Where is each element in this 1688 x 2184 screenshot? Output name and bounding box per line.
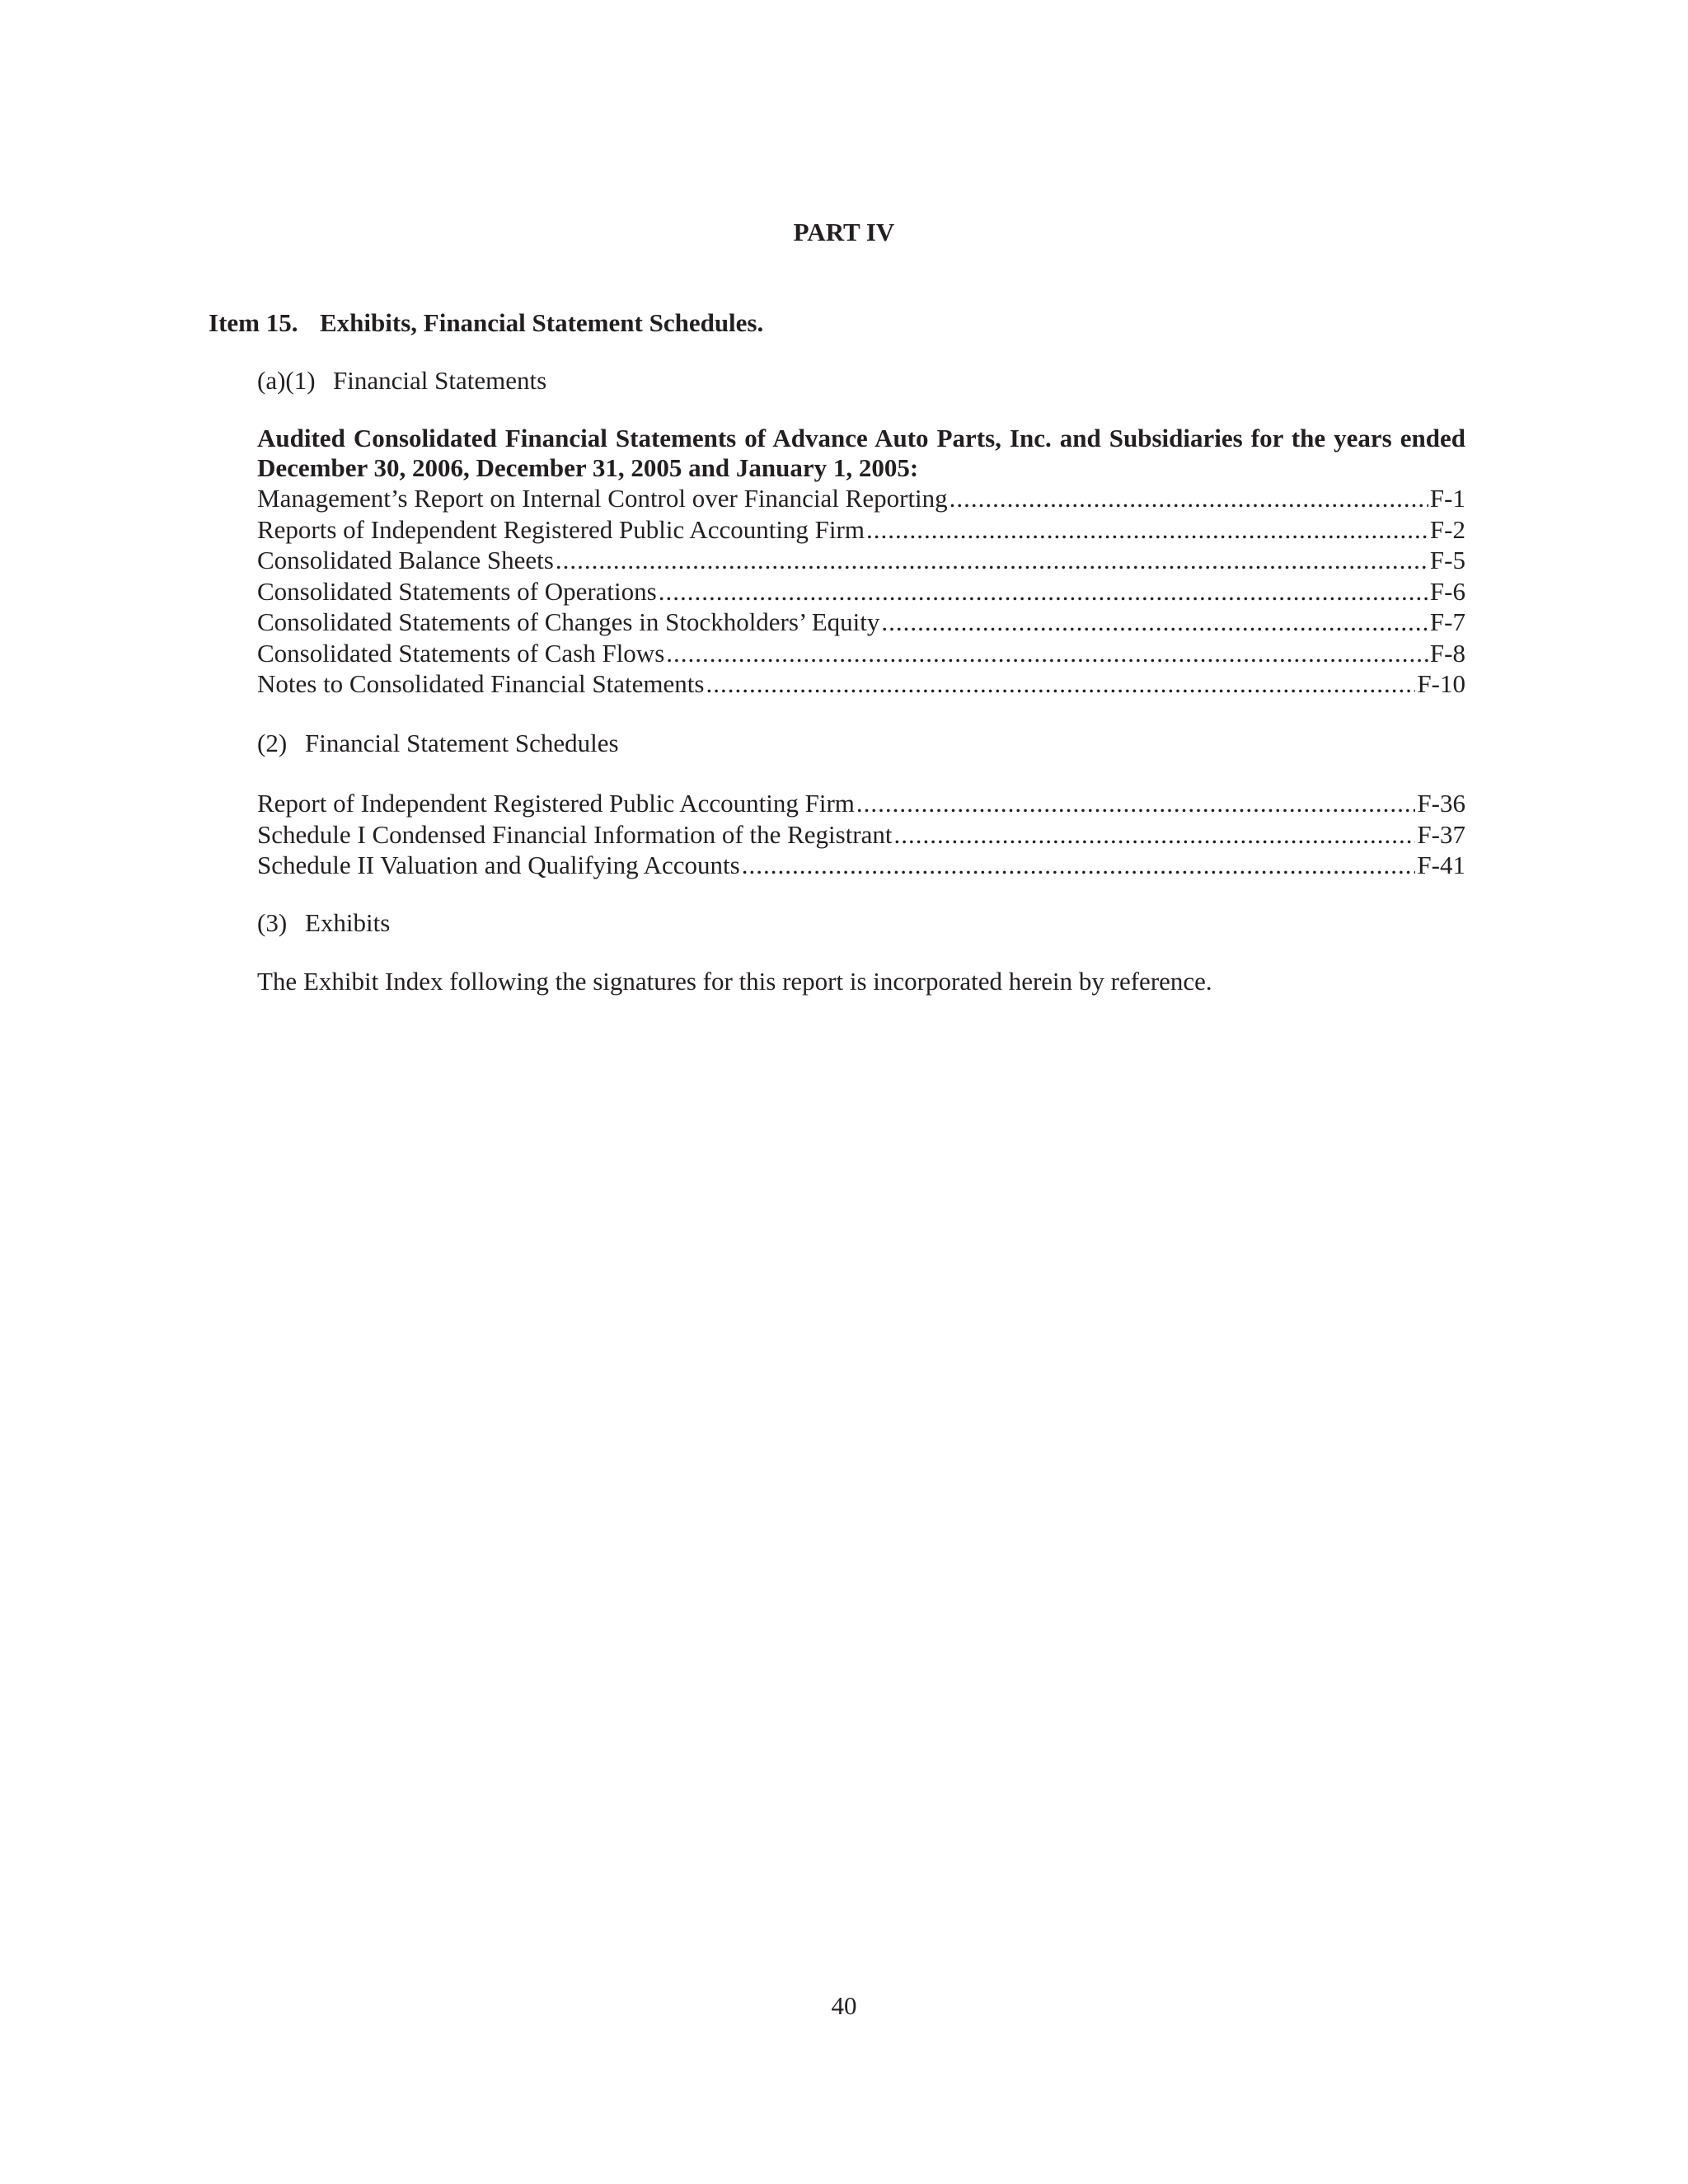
item-heading bbox=[209, 307, 763, 340]
page-number: 40 bbox=[831, 1991, 857, 2020]
toc-entry-title: Consolidated Statements of Cash Flows bbox=[257, 638, 665, 668]
toc-entry bbox=[257, 483, 1465, 514]
toc-entry-title: Consolidated Statements of Changes in Stockholders’ Equity bbox=[257, 607, 880, 636]
dot-leader bbox=[659, 576, 1428, 607]
toc-entry-page: F-5 bbox=[1429, 546, 1465, 574]
dot-leader bbox=[950, 483, 1428, 514]
toc-entry bbox=[257, 850, 1465, 881]
toc-entry bbox=[257, 788, 1465, 819]
dot-leader bbox=[856, 788, 1416, 819]
financial-statements-list bbox=[257, 424, 1465, 700]
toc-entry bbox=[257, 607, 1465, 638]
dot-leader bbox=[866, 514, 1428, 546]
dot-leader bbox=[742, 850, 1416, 881]
toc-entry bbox=[257, 514, 1465, 546]
toc-entry-page: F-37 bbox=[1417, 819, 1465, 849]
section-a1-heading bbox=[257, 364, 546, 397]
toc-entry-page: F-41 bbox=[1417, 851, 1465, 879]
toc-entry-page: F-6 bbox=[1429, 576, 1465, 606]
exhibits-paragraph: The Exhibit Index following the signatures for this report is incorporated herein by reference. bbox=[257, 967, 1212, 996]
toc-entry-page: F-10 bbox=[1417, 669, 1465, 698]
financial-statements-entries bbox=[257, 483, 1465, 700]
toc-entry-title: Report of Independent Registered Public Accounting Firm bbox=[257, 789, 855, 818]
toc-entry-page: F-36 bbox=[1417, 789, 1465, 818]
toc-entry bbox=[257, 576, 1465, 607]
toc-entry-page: F-2 bbox=[1429, 514, 1465, 544]
toc-entry-title: Consolidated Balance Sheets bbox=[257, 546, 554, 574]
toc-entry-title: Consolidated Statements of Operations bbox=[257, 576, 657, 606]
toc-entry-title: Notes to Consolidated Financial Statements bbox=[257, 669, 705, 698]
schedules-list bbox=[257, 788, 1465, 881]
section-3-heading bbox=[257, 907, 390, 940]
section-a1-title: Financial Statements bbox=[333, 366, 547, 395]
toc-entry-title: Schedule I Condensed Financial Information of the Registrant bbox=[257, 819, 893, 849]
financial-statements-group-title: Audited Consolidated Financial Statements of Advance Auto Parts, Inc. and Subsidiaries for the years ended December 30, 2006, December 31, 2005 and January 1, 2005: bbox=[257, 424, 1465, 482]
toc-entry-title: Management’s Report on Internal Control over Financial Reporting bbox=[257, 484, 948, 513]
section-2-label: (2) bbox=[257, 729, 288, 757]
toc-entry-title: Schedule II Valuation and Qualifying Accounts bbox=[257, 851, 740, 879]
toc-entry bbox=[257, 819, 1465, 851]
toc-entry bbox=[257, 668, 1465, 700]
dot-leader bbox=[666, 638, 1428, 669]
section-3-label: (3) bbox=[257, 908, 288, 937]
section-2-title: Financial Statement Schedules bbox=[305, 729, 619, 757]
toc-entry bbox=[257, 638, 1465, 669]
dot-leader bbox=[881, 607, 1428, 638]
part-heading: PART IV bbox=[793, 218, 895, 246]
toc-entry-page: F-8 bbox=[1429, 638, 1465, 668]
section-a1-label: (a)(1) bbox=[257, 366, 316, 395]
section-2-heading bbox=[257, 727, 619, 760]
section-3-title: Exhibits bbox=[305, 908, 391, 937]
item-title: Exhibits, Financial Statement Schedules. bbox=[320, 308, 764, 337]
toc-entry bbox=[257, 545, 1465, 576]
toc-entry-title: Reports of Independent Registered Public Accounting Firm bbox=[257, 514, 865, 544]
toc-entry-page: F-7 bbox=[1429, 607, 1465, 636]
dot-leader bbox=[706, 668, 1415, 700]
dot-leader bbox=[556, 545, 1428, 576]
dot-leader bbox=[894, 819, 1416, 851]
toc-entry-page: F-1 bbox=[1429, 484, 1465, 513]
item-number: Item 15. bbox=[209, 308, 298, 337]
